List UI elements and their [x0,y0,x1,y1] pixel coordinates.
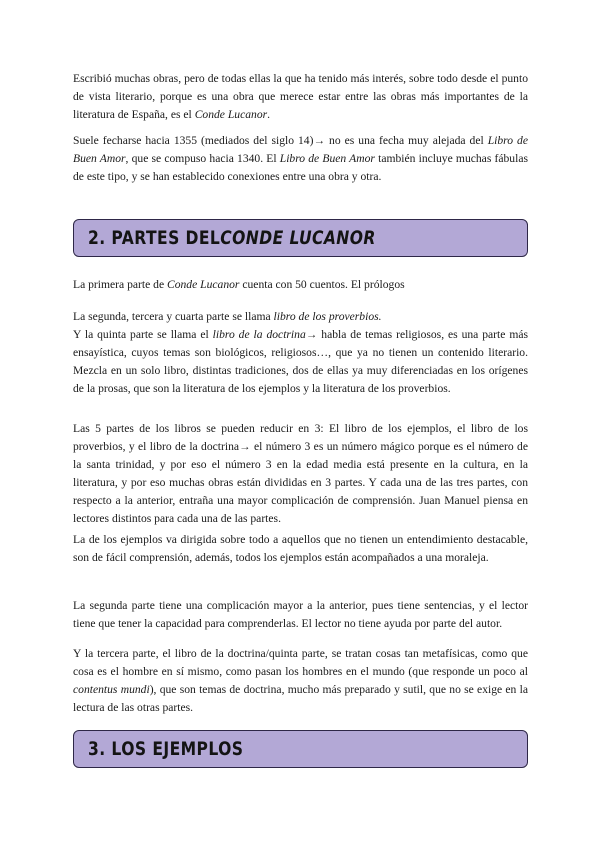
italic-text: contentus mundi [73,683,150,696]
text-run: La segunda, tercera y cuarta parte se llama [73,310,274,323]
heading-italic-text: CONDE LUCANOR [220,227,376,249]
section-heading-title: 3. LOS EJEMPLOS [88,738,244,760]
text-run: Y la quinta parte se llama el [73,328,213,341]
text-run: Escribió muchas obras, pero de todas ellas la que ha tenido más interés, sobre todo desde el punto de vista literario, porque es una obra que merece estar entre las obras más importantes de la literatura de España, es el [73,72,528,121]
italic-text: Conde Lucanor [194,108,268,121]
italic-text: Libro de Buen Amor [73,134,529,165]
section-heading-banner [73,219,528,257]
text-run: → habla de temas religiosos, es una parte más ensayística, cuyos temas son biológicos, religiosos…, que ya no tienen un contenido literario. Mezcla en un solo libro, distintas tradiciones, dos de ellas ya muy diferenciadas en los orígenes de la prosas, que son la literatura de los ejemplos y la literatura de los proverbios. [73,328,528,395]
italic-text: Conde Lucanor [166,278,240,291]
heading-text: 2. PARTES DEL [88,227,221,249]
paragraph [73,645,528,717]
paragraph [73,420,528,528]
paragraph [73,132,528,186]
text-run: Y la tercera parte, el libro de la doctrina/quinta parte, se tratan cosas tan metafísicas, como que cosa es el hombre en sí mismo, como pasan los hombres en el mundo (que responde un poco al [73,647,528,678]
paragraph [73,308,528,398]
paragraph [73,597,528,633]
section-heading-title [88,227,376,249]
text-run: La de los ejemplos va dirigida sobre todo a aquellos que no tienen un entendimiento destacable, son de fácil comprensión, además, todos los ejemplos están acompañados a una moraleja. [73,533,528,564]
italic-text: libro de los proverbios. [273,310,382,323]
text-run: La primera parte de [73,278,167,291]
section-heading-banner [73,730,528,768]
text-run: . [267,108,271,121]
text-run: , que se compuso hacia 1340. El [125,152,280,165]
text-run: también incluye muchas fábulas de este tipo, y se han establecido conexiones entre una obra y otra. [73,152,528,183]
text-run: ), que son temas de doctrina, mucho más preparado y sutil, que no se exige en la lectura de las otras partes. [73,683,528,714]
text-run: Las 5 partes de los libros se pueden reducir en 3: El libro de los ejemplos, el libro de los proverbios, y el libro de la doctrina→ el número 3 es un número mágico porque es el número de la santa trinidad, y por eso el número 3 en la edad media está presente en la cultura, en la literatura, y por eso muchas obras están divididas en 3 partes. Y cada una de las tres partes, con respecto a la anterior, entraña una mayor complicación de comprensión. Juan Manuel piensa en lectores distintos para cada una de las partes. [73,422,528,525]
italic-text: Libro de Buen Amor [279,152,375,165]
paragraph [73,276,528,294]
text-run: La segunda parte tiene una complicación mayor a la anterior, pues tiene sentencias, y el lector tiene que tener la capacidad para comprenderlas. El lector no tiene ayuda por parte del autor. [73,599,528,630]
text-run: Suele fecharse hacia 1355 (mediados del siglo 14)→ no es una fecha muy alejada del [73,134,488,147]
paragraph [73,70,528,124]
italic-text: libro de la doctrina [212,328,306,341]
text-run: cuenta con 50 cuentos. El prólogos [239,278,405,291]
paragraph [73,531,528,567]
